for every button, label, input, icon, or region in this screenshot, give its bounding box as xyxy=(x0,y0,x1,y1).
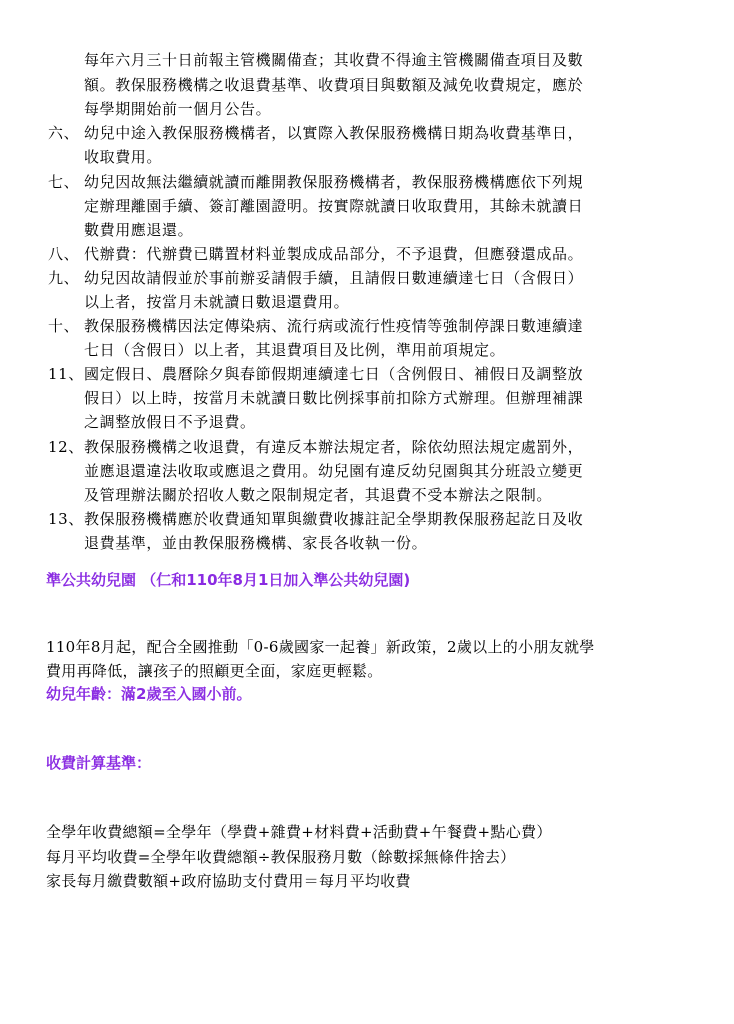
formula-line: 全學年收費總額=全學年（學費+雜費+材料費+活動費+午餐費+點心費） xyxy=(46,823,552,841)
item-text: 幼兒中途入教保服務機構者，以實際入教保服務機構日期為收費基準日， xyxy=(84,124,584,142)
item-text: 教保服務機構之收退費，有違反本辦法規定者，除依幼照法規定處罰外， xyxy=(84,438,584,456)
item-text: 定辦理離園手續、簽訂離園證明。按實際就讀日收取費用，其餘未就讀日 xyxy=(84,197,584,215)
calc-title: 收費計算基準： xyxy=(46,754,152,772)
item-text: 教保服務機構因法定傳染病、流行病或流行性疫情等強制停課日數連續達 xyxy=(84,317,584,335)
item-text: 幼兒因故請假並於事前辦妥請假手續，且請假日數連續達七日（含假日） xyxy=(84,269,584,287)
item-number: 六、 xyxy=(48,124,80,142)
item-number: 九、 xyxy=(48,269,80,287)
item-text: 退費基準，並由教保服務機構、家長各收執一份。 xyxy=(84,534,428,552)
item-number: 13、 xyxy=(48,510,84,528)
text-line: 每學期開始前一個月公告。 xyxy=(84,100,272,118)
item-text: 及管理辦法關於招收人數之限制規定者，其退費不受本辦法之限制。 xyxy=(84,486,553,504)
item-text: 國定假日、農曆除夕與春節假期連續達七日（含例假日、補假日及調整放 xyxy=(84,365,584,383)
item-text: 以上者，按當月未就讀日數退還費用。 xyxy=(84,293,350,311)
formula-line: 每月平均收費=全學年收費總額÷教保服務月數（餘數採無條件捨去） xyxy=(46,848,516,866)
item-text: 並應退還違法收取或應退之費用。幼兒園有違反幼兒園與其分班設立變更 xyxy=(84,462,584,480)
item-number: 七、 xyxy=(48,173,80,191)
item-text: 數費用應退還。 xyxy=(84,221,194,239)
intro-line: 費用再降低，讓孩子的照顧更全面，家庭更輕鬆。 xyxy=(46,662,383,680)
text-line: 每年六月三十日前報主管機關備查；其收費不得逾主管機關備查項目及數 xyxy=(84,51,584,69)
age-line: 幼兒年齡：滿2歲至入國小前。 xyxy=(46,685,252,703)
item-number: 十、 xyxy=(48,317,80,335)
item-text: 教保服務機構應於收費通知單與繳費收據註記全學期教保服務起訖日及收 xyxy=(84,510,584,528)
item-text: 假日）以上時，按當月未就讀日數比例採事前扣除方式辦理。但辦理補課 xyxy=(84,389,584,407)
item-text: 收取費用。 xyxy=(84,148,163,166)
text-line: 額。教保服務機構之收退費基準、收費項目與數額及減免收費規定，應於 xyxy=(84,76,584,94)
item-number: 12、 xyxy=(48,438,84,456)
item-text: 之調整放假日不予退費。 xyxy=(84,413,256,431)
item-number: 八、 xyxy=(48,245,80,263)
intro-line: 110年8月起，配合全國推動「0-6歲國家一起養」新政策，2歲以上的小朋友就學 xyxy=(46,638,595,656)
item-text: 代辦費：代辦費已購置材料並製成成品部分，不予退費，但應發還成品。 xyxy=(84,245,584,263)
item-number: 11、 xyxy=(48,365,84,383)
formula-line: 家長每月繳費數額+政府協助支付費用＝每月平均收費 xyxy=(46,872,411,890)
item-text: 七日（含假日）以上者，其退費項目及比例，準用前項規定。 xyxy=(84,341,506,359)
section-title: 準公共幼兒園 （仁和110年8月1日加入準公共幼兒園) xyxy=(46,571,411,589)
item-text: 幼兒因故無法繼續就讀而離開教保服務機構者，教保服務機構應依下列規 xyxy=(84,173,584,191)
